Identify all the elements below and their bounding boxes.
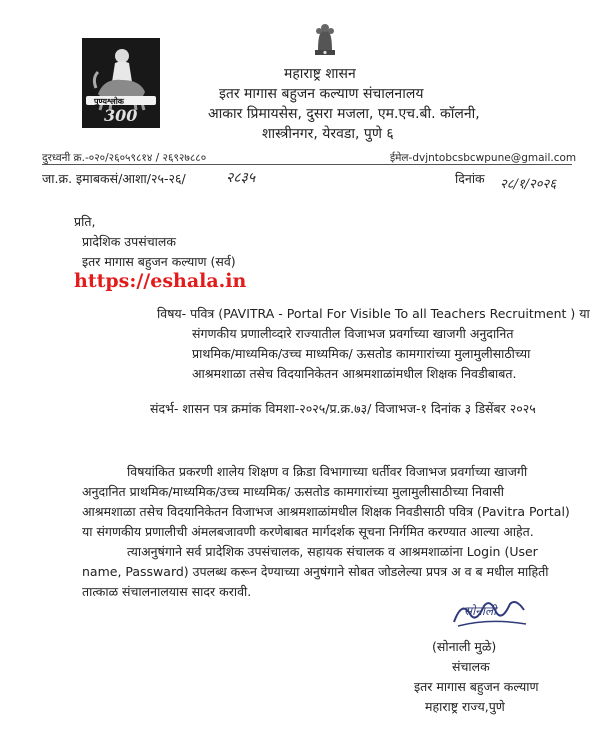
signatory-location: महाराष्ट्र राज्य,पुणे (425, 699, 505, 714)
header-divider (42, 164, 572, 165)
body-line-7: तात्काळ संचालनालयास सादर करावी. (82, 584, 252, 599)
department-line: इतर मागास बहुजन कल्याण संचालनालय (219, 86, 424, 102)
date-label: दिनांक (455, 171, 485, 186)
signature-script: सोनाली (464, 604, 497, 618)
logo-number: 300 (104, 106, 138, 125)
address-line-1: आकार प्रिमायसेस, दुसरा मजला, एम.एच.बी. कॉलनी, (208, 106, 480, 122)
subject-line-4: आश्रमशाळा तसेच विदयानिकेतन आश्रमशाळांमधील शिक्षक निवडीबाबत. (192, 366, 517, 381)
body-line-6: name, Passward) उपलब्ध करून देण्याच्या अनुषंगाने सोबत जोडलेल्या प्रपत्र अ व ब मधील माहिती (82, 564, 549, 579)
subject-line-3: प्राथमिक/माध्यमिक/उच्च माध्यमिक/ ऊसतोड कामगारांच्या मुलामुलीसाठीच्या (192, 346, 531, 361)
reference-number: जा.क्र. इमाबकसं/आशा/२५-२६/ (42, 171, 186, 186)
subject-line-1: विषय- पवित्र (PAVITRA - Portal For Visible To all Teachers Recruitment ) या (157, 306, 590, 321)
signatory-department: इतर मागास बहुजन कल्याण (414, 679, 539, 694)
signatory-title: संचालक (452, 659, 490, 674)
email-address: ईमेल-dvjntobcsbcwpune@gmail.com (390, 152, 577, 164)
body-line-3: आश्रमशाळा तसेच विदयानिकेतन विजाभज आश्रमशाळांमधील शिक्षक निवडीसाठी पवित्र (Pavitra Portal) (82, 504, 570, 519)
body-line-1: विषयांकित प्रकरणी शालेय शिक्षण व क्रिडा विभागाच्या धर्तीवर विजाभज प्रवर्गाच्या खाजगी (127, 464, 528, 479)
watermark-url: https://eshala.in (74, 270, 247, 292)
handwritten-signature (450, 596, 530, 634)
recipient-prati: प्रति, (74, 214, 96, 229)
recipient-line-2: इतर मागास बहुजन कल्याण (सर्व) (82, 254, 236, 269)
address-line-2: शास्त्रीनगर, येरवडा, पुणे ६ (262, 126, 394, 142)
reference-handwritten: २८३५ (226, 170, 256, 186)
body-line-2: अनुदानित प्राथमिक/माध्यमिक/उच्च माध्यमिक/ ऊसतोड कामगारांच्या मुलामुलीसाठीच्या निवासी (82, 484, 504, 499)
phone-number: दुरध्वनी क्र.-०२०/२६०५९८१४ / २६९२७८८० (42, 152, 207, 164)
body-line-4: या संगणकीय प्रणालीची अंमलबजावणी करणेबाबत मार्गदर्शक सूचना निर्गमित करण्यात आल्या आहेत. (82, 524, 534, 539)
ahilyabai-300-logo (82, 38, 160, 128)
body-line-5: त्याअनुषंगाने सर्व प्रादेशिक उपसंचालक, सहायक संचालक व आश्रमशाळांना Login (User (127, 544, 538, 559)
subject-line-2: संगणकीय प्रणालीव्दारे राज्यातील विजाभज प्रवर्गाच्या खाजगी अनुदानित (192, 326, 514, 341)
sandarbh-line: संदर्भ- शासन पत्र क्रमांक विमशा-२०२५/प्र.क्र.७३/ विजाभज-१ दिनांक ३ डिसेंबर २०२५ (150, 401, 536, 416)
logo-text: पुण्यश्लोक (94, 97, 124, 106)
government-line: महाराष्ट्र शासन (284, 66, 356, 82)
date-handwritten: २८/१/२०२६ (500, 177, 557, 192)
recipient-line-1: प्रादेशिक उपसंचालक (82, 234, 176, 249)
signatory-name: (सोनाली मुळे) (432, 639, 497, 654)
state-emblem-icon (312, 22, 338, 62)
